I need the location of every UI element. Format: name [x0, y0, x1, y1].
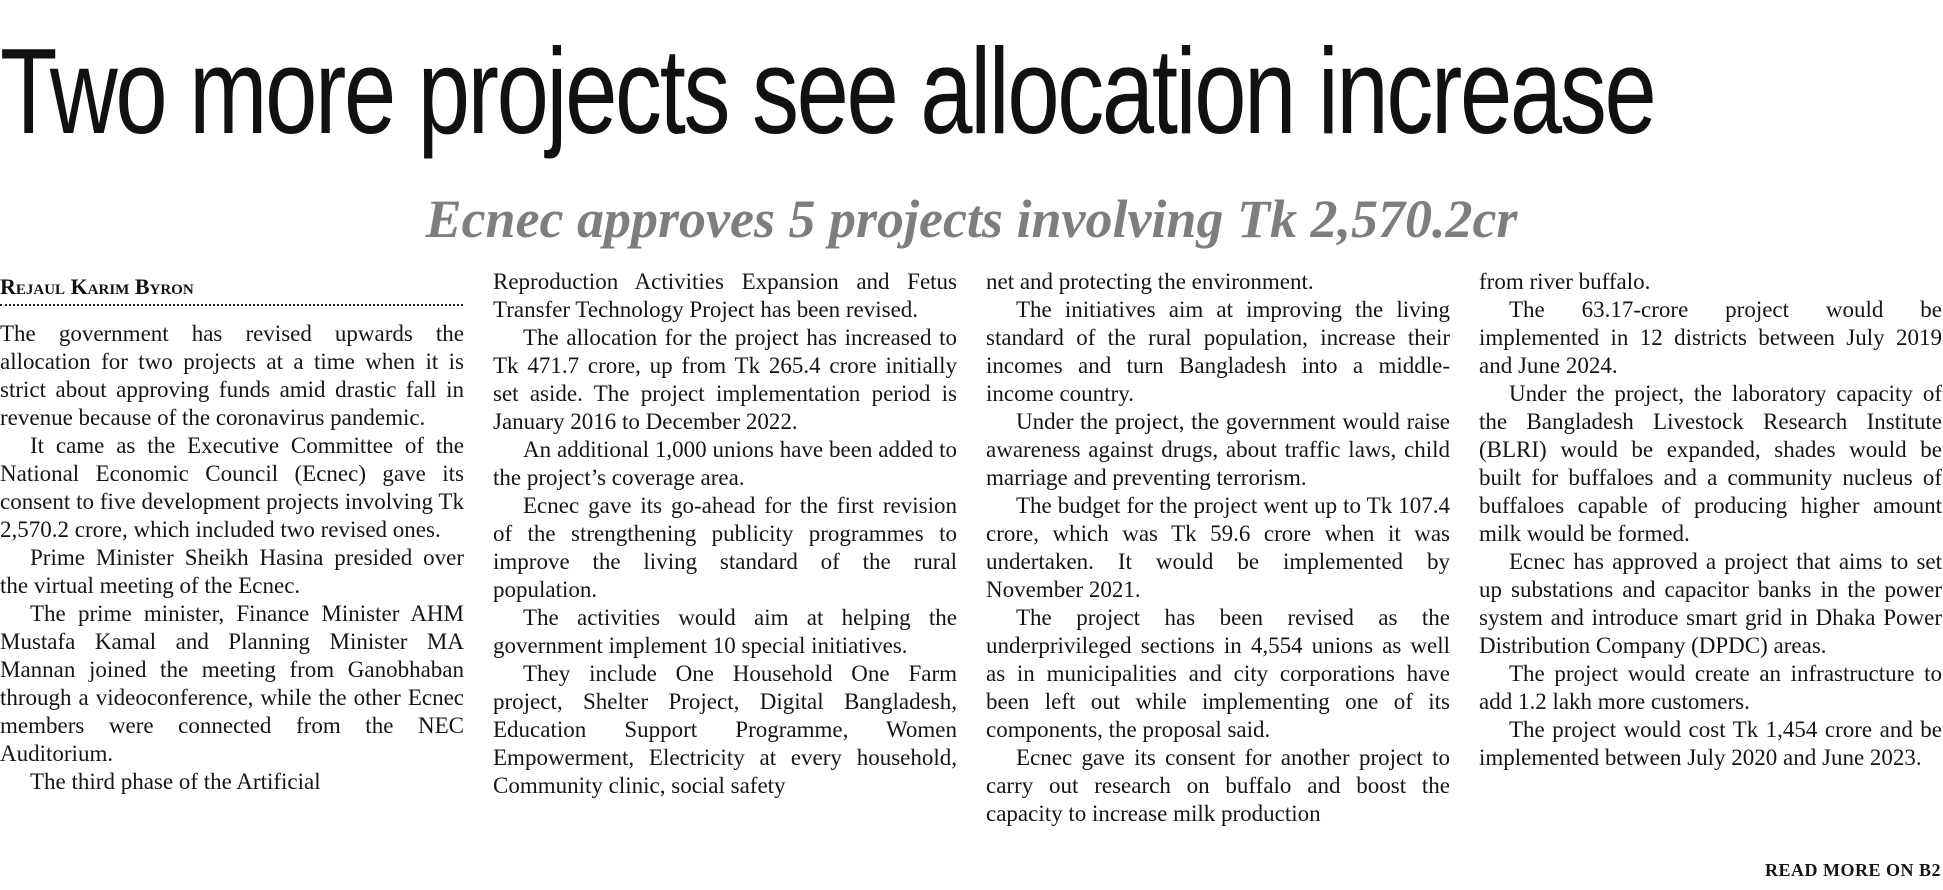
article-column-1 [0, 320, 464, 888]
paragraph: Under the project, the government would raise awareness against drugs, about traffic laws, child marriage and preventing terrorism. [986, 409, 1450, 490]
paragraph: Reproduction Activities Expansion and Fetus Transfer Technology Project has been revised. [493, 269, 957, 322]
article-column-4 [1479, 268, 1942, 858]
headline: Two more projects see allocation increase [0, 23, 1655, 159]
paragraph: net and protecting the environment. [986, 269, 1314, 294]
paragraph: The project would cost Tk 1,454 crore and be implemented between July 2020 and June 2023. [1479, 717, 1942, 770]
paragraph: Ecnec gave its consent for another project to carry out research on buffalo and boost the capacity to increase milk production [986, 745, 1450, 826]
paragraph: Under the project, the laboratory capacity of the Bangladesh Livestock Research Institute (BLRI) would be expanded, shades would be built for buffaloes and a community nucleus of buffaloes capable of producing higher amount milk would be formed. [1479, 381, 1942, 546]
paragraph: Ecnec gave its go-ahead for the first revision of the strengthening publicity programmes to improve the living standard of the rural population. [493, 493, 957, 602]
paragraph: They include One Household One Farm project, Shelter Project, Digital Bangladesh, Education Support Programme, Women Empowerment, Electricity at every household, Community clinic, social safety [493, 661, 957, 798]
paragraph: The project would create an infrastructure to add 1.2 lakh more customers. [1479, 661, 1942, 714]
paragraph: The allocation for the project has increased to Tk 471.7 crore, up from Tk 265.4 crore initially set aside. The project implementation period is January 2016 to December 2022. [493, 325, 957, 434]
paragraph: Prime Minister Sheikh Hasina presided over the virtual meeting of the Ecnec. [0, 545, 464, 598]
paragraph: It came as the Executive Committee of the National Economic Council (Ecnec) gave its consent to five development projects involving Tk 2,570.2 crore, which included two revised ones. [0, 433, 464, 542]
paragraph: The project has been revised as the underprivileged sections in 4,554 unions as well as in municipalities and city corporations have been left out while implementing one of its components, the proposal said. [986, 605, 1450, 742]
paragraph: The budget for the project went up to Tk 107.4 crore, which was Tk 59.6 crore when it was undertaken. It would be implemented by November 2021. [986, 493, 1450, 602]
subheadline: Ecnec approves 5 projects involving Tk 2,570.2cr [425, 189, 1518, 249]
paragraph: Ecnec has approved a project that aims to set up substations and capacitor banks in the power system and introduce smart grid in Dhaka Power Distribution Company (DPDC) areas. [1479, 549, 1942, 658]
paragraph: from river buffalo. [1479, 269, 1651, 294]
paragraph: The third phase of the Artificial [30, 769, 321, 794]
byline: Rejaul Karim Byron [0, 274, 463, 306]
paragraph: The government has revised upwards the allocation for two projects at a time when it is strict about approving funds amid drastic fall in revenue because of the coronavirus pandemic. [0, 321, 464, 430]
article-column-2 [493, 268, 957, 888]
article-column-3 [986, 268, 1450, 888]
paragraph: The initiatives aim at improving the living standard of the rural population, increase their incomes and turn Bangladesh into a middle-income country. [986, 297, 1450, 406]
paragraph: The activities would aim at helping the government implement 10 special initiatives. [493, 605, 957, 658]
read-more-link[interactable]: READ MORE ON B2 [1764, 860, 1941, 880]
paragraph: The 63.17-crore project would be implemented in 12 districts between July 2019 and June 2024. [1479, 297, 1942, 378]
paragraph: An additional 1,000 unions have been added to the project’s coverage area. [493, 437, 957, 490]
paragraph: The prime minister, Finance Minister AHM Mustafa Kamal and Planning Minister MA Mannan joined the meeting from Ganobhaban through a videoconference, while the other Ecnec members were connected from the NEC Auditorium. [0, 601, 464, 766]
